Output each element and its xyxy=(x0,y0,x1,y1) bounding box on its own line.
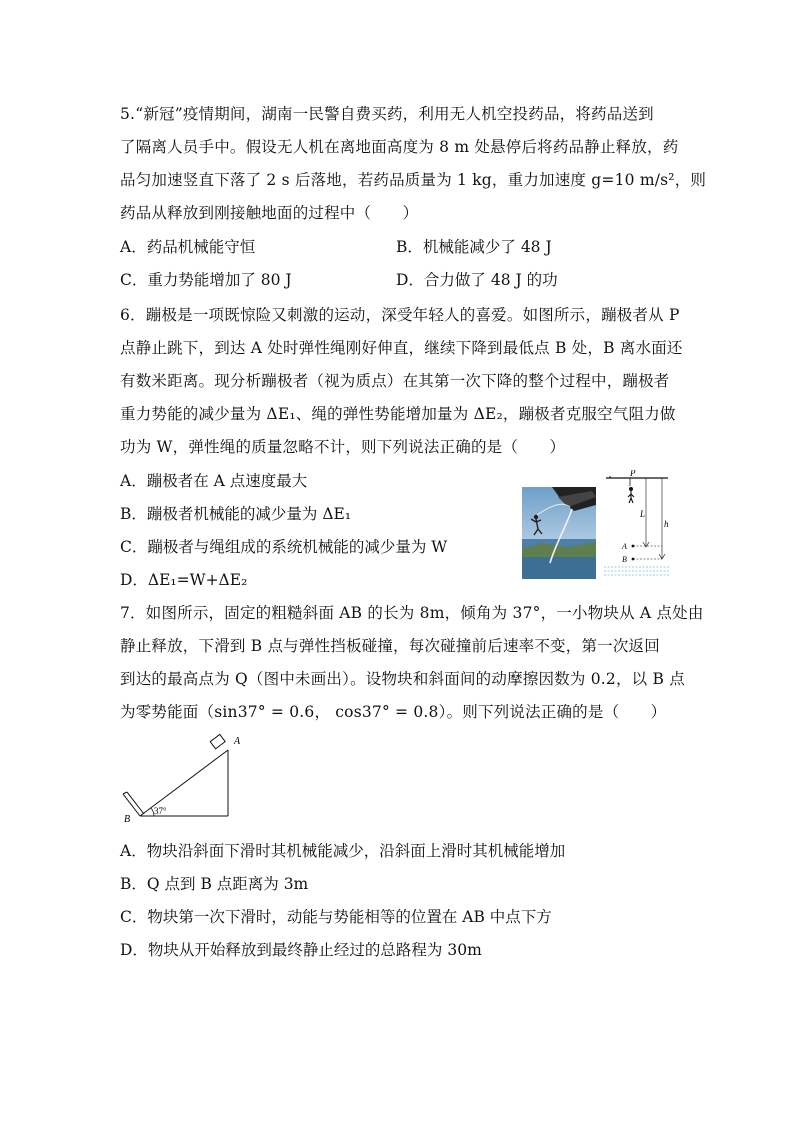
q6-option-c: C．蹦极者与绳组成的系统机械能的减少量为 W xyxy=(120,538,448,556)
q5-line-1: 5.“新冠”疫情期间，湖南一民警自费买药，利用无人机空投药品，将药品送到 xyxy=(120,105,654,123)
q6-line-3: 有数米距离。现分析蹦极者（视为质点）在其第一次下降的整个过程中，蹦极者 xyxy=(120,372,670,390)
q6-line-5: 功为 W，弹性绳的质量忽略不计，则下列说法正确的是（ ） xyxy=(120,438,566,456)
label-b: B xyxy=(622,555,627,564)
q5-option-b: B．机械能减少了 48 J xyxy=(396,238,552,256)
q5-option-c: C．重力势能增加了 80 J xyxy=(120,271,292,289)
q5-option-d: D．合力做了 48 J 的功 xyxy=(396,271,558,289)
q6-line-2: 点静止跳下，到达 A 处时弹性绳刚好伸直，继续下降到最低点 B 处，B 离水面还 xyxy=(120,339,683,357)
q6-line-1: 6．蹦极是一项既惊险又刺激的运动，深受年轻人的喜爱。如图所示，蹦极者从 P xyxy=(120,306,680,324)
q7-line-1: 7．如图所示，固定的粗糙斜面 AB 的长为 8m，倾角为 37°，一小物块从 A 点处由 xyxy=(120,604,704,622)
q7-line-4: 为零势能面（sin37° = 0.6， cos37° = 0.8）。则下列说法正确的是（ ） xyxy=(120,703,667,721)
label-b: B xyxy=(124,814,131,822)
q6-option-d: D．ΔE₁=W+ΔE₂ xyxy=(120,571,248,589)
label-l: L xyxy=(640,509,646,519)
q5-line-3: 品匀加速竖直下落了 2 s 后落地，若药品质量为 1 kg，重力加速度 g=10 m/s²，则 xyxy=(120,171,707,189)
q5-option-a: A．药品机械能守恒 xyxy=(120,238,256,256)
q7-option-a: A．物块沿斜面下滑时其机械能减少，沿斜面上滑时其机械能增加 xyxy=(120,842,566,860)
q6-option-b: B．蹦极者机械能的减少量为 ΔE₁ xyxy=(120,505,352,523)
label-a: A xyxy=(234,736,241,747)
q7-option-b: B．Q 点到 B 点距离为 3m xyxy=(120,875,309,893)
bungee-diagram xyxy=(600,470,672,582)
bungee-photo xyxy=(522,487,596,579)
q6-line-4: 重力势能的减少量为 ΔE₁、绳的弹性势能增加量为 ΔE₂，蹦极者克服空气阻力做 xyxy=(120,405,676,423)
q7-option-c: C．物块第一次下滑时，动能与势能相等的位置在 AB 中点下方 xyxy=(120,908,552,926)
angle-label: 37° xyxy=(154,806,167,816)
label-a: A xyxy=(622,542,627,551)
label-p: P xyxy=(630,470,636,478)
q7-line-3: 到达的最高点为 Q（图中未画出）。设物块和斜面间的动摩擦因数为 0.2，以 B 点 xyxy=(120,670,685,688)
q5-line-4: 药品从释放到刚接触地面的过程中（ ） xyxy=(120,204,419,222)
q7-line-2: 静止释放，下滑到 B 点与弹性挡板碰撞，每次碰撞前后速率不变，第一次返回 xyxy=(120,637,660,655)
q6-option-a: A．蹦极者在 A 点速度最大 xyxy=(120,472,308,490)
q5-line-2: 了隔离人员手中。假设无人机在离地面高度为 8 m 处悬停后将药品静止释放，药 xyxy=(120,138,679,156)
q7-option-d: D．物块从开始释放到最终静止经过的总路程为 30m xyxy=(120,941,482,959)
incline-diagram xyxy=(118,730,258,822)
label-h: h xyxy=(664,519,669,529)
